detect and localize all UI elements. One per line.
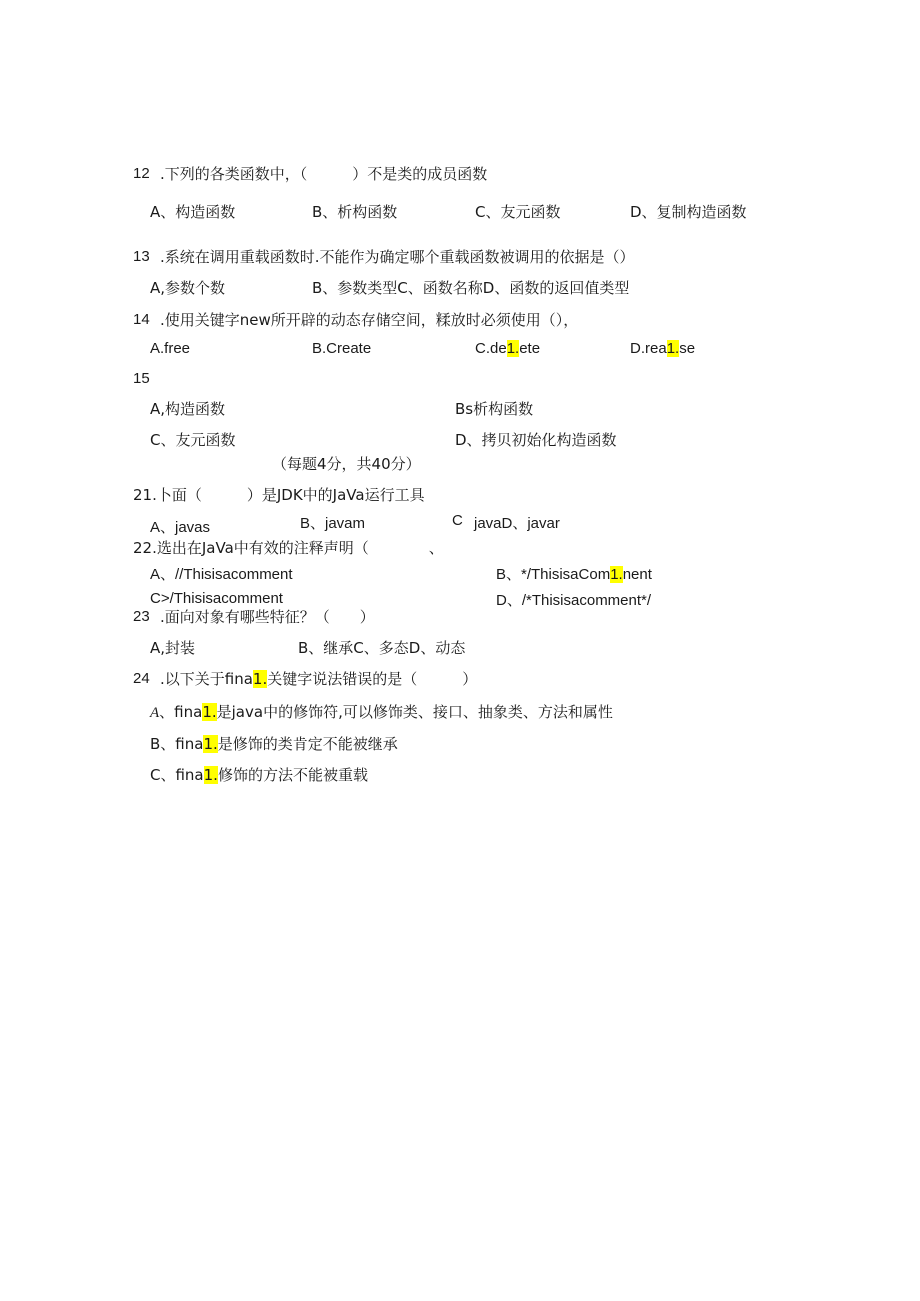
question-14-option-a: A.free: [150, 340, 191, 357]
question-15-option-c: C、友元函数: [150, 431, 236, 449]
option-c-suffix: 修饰的方法不能被重载: [217, 766, 368, 784]
question-24-text-prefix: .以下关于fina: [160, 670, 253, 688]
question-21-options-cd: javaD、javar: [474, 515, 560, 532]
question-21-option-b: B、javam: [300, 515, 366, 532]
question-15-number: 15: [133, 370, 150, 387]
question-23-text: .面向对象有哪些特征？（ ）: [160, 608, 375, 626]
highlighted-ocr-error: 1.: [610, 566, 623, 583]
option-b-prefix: B、fina: [150, 735, 204, 753]
question-22-option-a: A、//Thisisacomment: [150, 566, 293, 583]
question-23-option-a: A,封装: [150, 639, 196, 657]
question-12-option-a: A、构造函数: [150, 203, 236, 221]
option-a-suffix: 是java中的修饰符,可以修饰类、接口、抽象类、方法和属性: [216, 703, 613, 721]
question-14-option-b: B.Create: [312, 340, 372, 357]
question-15-option-b: Bs析构函数: [455, 400, 534, 418]
option-d-prefix: D.rea: [630, 340, 667, 357]
option-c-prefix: C、fina: [150, 766, 204, 784]
question-12-text: .下列的各类函数中，（ ）不是类的成员函数: [160, 165, 488, 183]
highlighted-ocr-error: 1.: [203, 735, 218, 753]
highlighted-ocr-error: 1.: [252, 670, 268, 688]
question-24-option-b: [150, 734, 398, 754]
question-22-option-b: [496, 565, 652, 585]
question-15-option-a: A,构造函数: [150, 400, 226, 418]
highlighted-ocr-error: 1.: [203, 766, 218, 784]
question-21-option-c-letter: C: [452, 512, 463, 529]
question-23-number: 23: [133, 608, 150, 625]
option-d-suffix: se: [679, 340, 696, 357]
question-14-number: 14: [133, 311, 150, 328]
highlighted-ocr-error: 1.: [202, 703, 217, 721]
question-12-number: 12: [133, 165, 150, 182]
question-13-text: .系统在调用重载函数时.不能作为确定哪个重载函数被调用的依据是（）: [160, 248, 635, 266]
option-b-suffix: 是修饰的类肯定不能被继承: [217, 735, 398, 753]
option-c-suffix: ete: [519, 340, 541, 357]
option-a-letter: A: [150, 705, 160, 721]
question-12-option-c: C、友元函数: [475, 203, 561, 221]
section-score-note: （每题4分，共40分）: [272, 455, 421, 473]
option-a-prefix: 、fina: [159, 703, 203, 721]
question-21-text: 21.卜面（ ）是JDK中的JaVa运行工具: [133, 486, 425, 504]
question-13-number: 13: [133, 248, 150, 265]
option-c-prefix: C.de: [475, 340, 507, 357]
question-24-text-suffix: 关键字说法错误的是（ ）: [267, 670, 478, 688]
question-13-option-a: A,参数个数: [150, 279, 226, 297]
highlighted-ocr-error: 1.: [506, 340, 520, 357]
question-14-text: .使用关键字new所开辟的动态存储空间，糅放时必须使用（），: [160, 311, 579, 329]
question-15-option-d: D、拷贝初始化构造函数: [455, 431, 617, 449]
question-12-option-b: B、析构函数: [312, 203, 398, 221]
question-13-options-bcd: B、参数类型C、函数名称D、函数的返回值类型: [312, 279, 630, 297]
question-22-option-d: D、/*Thisisacomment*/: [496, 592, 652, 609]
option-b-prefix: B、*/ThisisaCom: [496, 566, 611, 583]
question-12-option-d: D、复制构造函数: [630, 203, 747, 221]
highlighted-ocr-error: 1.: [666, 340, 680, 357]
question-24-number: 24: [133, 670, 150, 687]
question-14-option-d: [630, 339, 695, 359]
question-21-option-a: A、javas: [150, 519, 211, 536]
question-23-options-bcd: B、继承C、多态D、动态: [298, 639, 466, 657]
question-24-option-c: [150, 765, 368, 785]
question-22-option-c: C>/Thisisacomment: [150, 590, 283, 607]
question-14-option-c: [475, 339, 540, 359]
question-24-option-a: [150, 702, 613, 723]
question-24-text: [160, 669, 477, 689]
option-b-suffix: nent: [622, 566, 652, 583]
question-22-text: 22.选出在JaVa中有效的注释声明（ 、: [133, 539, 444, 557]
